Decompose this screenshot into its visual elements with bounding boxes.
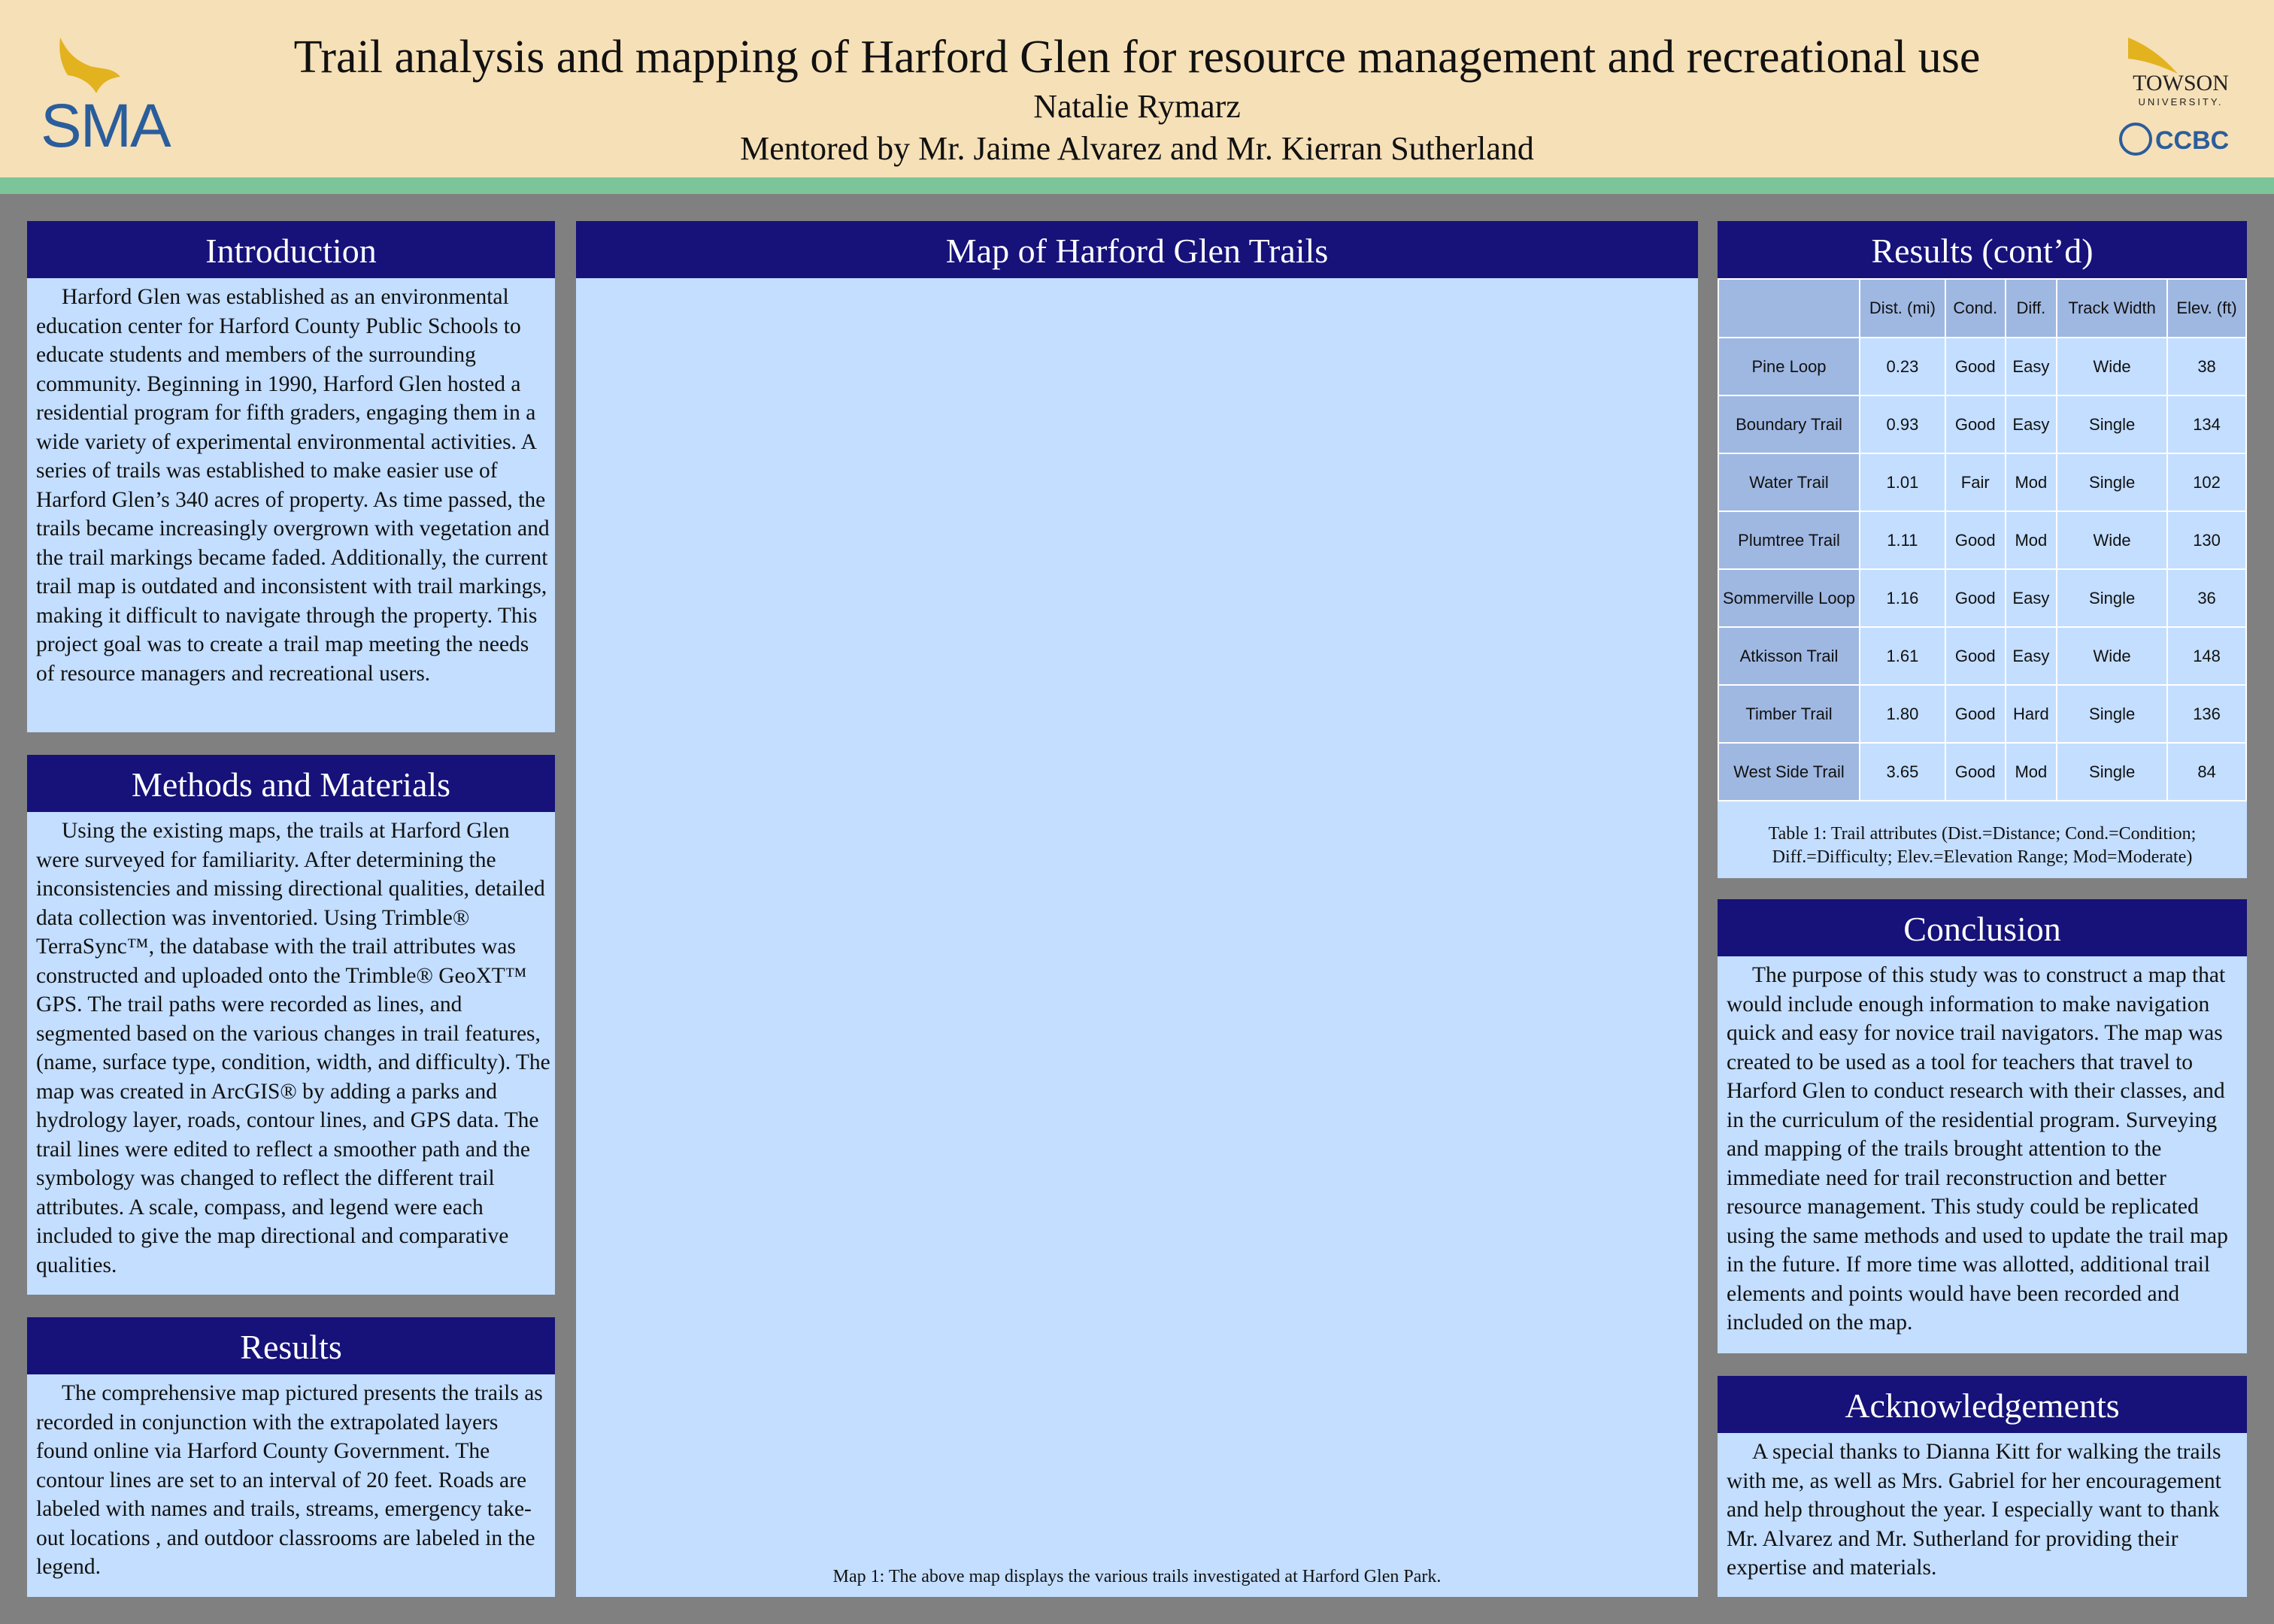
table-cell: Single bbox=[2057, 743, 2167, 801]
table-cell: Easy bbox=[2006, 569, 2057, 627]
table-header-cell: Track Width bbox=[2057, 279, 2167, 338]
table-cell: Hard bbox=[2006, 685, 2057, 743]
towson-ccbc-logo bbox=[2106, 30, 2256, 165]
trail-name-cell: West Side Trail bbox=[1718, 743, 1860, 801]
table-cell: 84 bbox=[2167, 743, 2246, 801]
table-cell: 3.65 bbox=[1860, 743, 1945, 801]
map-heading: Map of Harford Glen Trails bbox=[576, 221, 1698, 278]
methods-heading: Methods and Materials bbox=[27, 755, 555, 812]
introduction-heading: Introduction bbox=[27, 221, 555, 278]
table-cell: Good bbox=[1945, 569, 2006, 627]
table-cell: Good bbox=[1945, 627, 2006, 685]
ccbc-emblem-icon bbox=[2121, 124, 2151, 154]
table-cell: Good bbox=[1945, 395, 2006, 453]
sma-logo bbox=[30, 30, 180, 158]
table-header-cell: Cond. bbox=[1945, 279, 2006, 338]
trail-name-cell: Water Trail bbox=[1718, 453, 1860, 511]
trail-name-cell: Pine Loop bbox=[1718, 338, 1860, 395]
table-cell: Wide bbox=[2057, 511, 2167, 569]
table-cell: 1.16 bbox=[1860, 569, 1945, 627]
university-text: UNIVERSITY. bbox=[2138, 96, 2224, 108]
table-cell: 1.11 bbox=[1860, 511, 1945, 569]
table-cell: Mod bbox=[2006, 743, 2057, 801]
poster-author: Natalie Rymarz bbox=[1033, 88, 1241, 125]
table-cell: 0.93 bbox=[1860, 395, 1945, 453]
table-cell: 0.23 bbox=[1860, 338, 1945, 395]
introduction-panel bbox=[27, 221, 555, 732]
table-row bbox=[1718, 685, 2246, 743]
methods-body: Using the existing maps, the trails at Harford Glen were surveyed for familiarity. After determining the inconsistencies and missing directional qualities, detailed data collection was inventoried. Using Trimble® TerraSync™, the database with the trail attributes was constructed and uploaded onto the Trimble® GeoXT™ GPS. The trail paths were recorded as lines, and segmented based on the various changes in trail features, (name, surface type, condition, width, and difficulty). The map was created in ArcGIS® by adding a parks and hydrology layer, roads, contour lines, and GPS data. The trail lines were edited to reflect a smoother path and the symbology was changed to reflect the different trail attributes. A scale, compass, and legend were each included to give the map directional and comparative qualities. bbox=[36, 819, 550, 1277]
table-row bbox=[1718, 569, 2246, 627]
table-cell: 102 bbox=[2167, 453, 2246, 511]
table-cell: 134 bbox=[2167, 395, 2246, 453]
table-cell: Mod bbox=[2006, 511, 2057, 569]
table-header-row bbox=[1718, 279, 2246, 338]
table-row bbox=[1718, 743, 2246, 801]
table-cell: Good bbox=[1945, 511, 2006, 569]
trail-name-cell: Sommerville Loop bbox=[1718, 569, 1860, 627]
table-cell: 1.61 bbox=[1860, 627, 1945, 685]
table-caption: Table 1: Trail attributes (Dist.=Distance; Cond.=Condition; Diff.=Difficulty; Elev.=Elevation Range; Mod=Moderate) bbox=[1768, 824, 2197, 867]
ccbc-text: CCBC bbox=[2155, 126, 2230, 155]
table-cell: Wide bbox=[2057, 627, 2167, 685]
table-cell: Fair bbox=[1945, 453, 2006, 511]
header-stripe bbox=[0, 177, 2274, 194]
conclusion-heading: Conclusion bbox=[1718, 899, 2247, 956]
table-cell: Single bbox=[2057, 395, 2167, 453]
table-cell: 36 bbox=[2167, 569, 2246, 627]
table-cell: Good bbox=[1945, 338, 2006, 395]
table-cell: 1.80 bbox=[1860, 685, 1945, 743]
trail-name-cell: Atkisson Trail bbox=[1718, 627, 1860, 685]
table-cell: Good bbox=[1945, 743, 2006, 801]
table-header-cell bbox=[1718, 279, 1860, 338]
trail-attributes-table bbox=[1718, 278, 2247, 801]
poster-mentors: Mentored by Mr. Jaime Alvarez and Mr. Kierran Sutherland bbox=[740, 130, 1534, 167]
results-cont-heading: Results (cont’d) bbox=[1718, 221, 2247, 278]
table-row bbox=[1718, 338, 2246, 395]
table-row bbox=[1718, 511, 2246, 569]
map-caption: Map 1: The above map displays the various trails investigated at Harford Glen Park. bbox=[832, 1567, 1442, 1586]
table-cell: Mod bbox=[2006, 453, 2057, 511]
table-cell: Single bbox=[2057, 685, 2167, 743]
trail-name-cell: Plumtree Trail bbox=[1718, 511, 1860, 569]
eagle-icon bbox=[59, 38, 120, 93]
table-cell: Good bbox=[1945, 685, 2006, 743]
table-row bbox=[1718, 453, 2246, 511]
results-body: The comprehensive map pictured presents the trails as recorded in conjunction with the extrapolated layers found online via Harford County Government. The contour lines are set to an interval of 20 feet. Roads are labeled with names and trails, streams, emergency take-out locations , and outdoor classrooms are labeled in the legend. bbox=[36, 1381, 543, 1579]
results-cont-panel bbox=[1718, 221, 2247, 878]
table-cell: Single bbox=[2057, 453, 2167, 511]
sma-logo-text: SMA bbox=[41, 92, 170, 158]
trail-name-cell: Timber Trail bbox=[1718, 685, 1860, 743]
conclusion-body: The purpose of this study was to construct a map that would include enough information to make navigation quick and easy for novice trail navigators. The map was created to be used as a tool for teachers that travel to Harford Glen to conduct research with their classes, and in the curriculum of the residential program. Surveying and mapping of the trails brought attention to the immediate need for trail reconstruction and better resource management. This study could be replicated using the same methods and used to update the trail map in the future. If more time was allotted, additional trail elements and points would have been recorded and included on the map. bbox=[1727, 963, 2228, 1335]
table-header-cell: Elev. (ft) bbox=[2167, 279, 2246, 338]
towson-text: TOWSON bbox=[2133, 71, 2229, 95]
methods-panel bbox=[27, 755, 555, 1295]
acknowledgements-body: A special thanks to Dianna Kitt for walking the trails with me, as well as Mrs. Gabriel for her encouragement and help throughout the year. I especially want to thank Mr. Alvarez and Mr. Sutherland for providing their expertise and materials. bbox=[1727, 1440, 2221, 1580]
results-heading: Results bbox=[27, 1317, 555, 1374]
table-cell: Easy bbox=[2006, 395, 2057, 453]
table-cell: 136 bbox=[2167, 685, 2246, 743]
table-row bbox=[1718, 395, 2246, 453]
table-cell: Single bbox=[2057, 569, 2167, 627]
acknowledgements-heading: Acknowledgements bbox=[1718, 1376, 2247, 1433]
table-cell: Easy bbox=[2006, 338, 2057, 395]
table-cell: 148 bbox=[2167, 627, 2246, 685]
conclusion-panel bbox=[1718, 899, 2247, 1353]
tiger-stripe-icon bbox=[2128, 38, 2178, 74]
table-cell: 1.01 bbox=[1860, 453, 1945, 511]
map-panel bbox=[576, 221, 1698, 1597]
acknowledgements-panel bbox=[1718, 1376, 2247, 1597]
table-row bbox=[1718, 627, 2246, 685]
results-panel bbox=[27, 1317, 555, 1597]
introduction-body: Harford Glen was established as an environmental education center for Harford County Public Schools to educate students and members of the surrounding community. Beginning in 1990, Harford Glen hosted a residential program for fifth graders, engaging them in a wide variety of experimental environmental activities. A series of trails was established to make easier use of Harford Glen’s 340 acres of property. As time passed, the trails became increasingly overgrown with vegetation and the trail markings became faded. Additionally, the current trail map is outdated and inconsistent with trail markings, making it difficult to navigate through the property. This project goal was to create a trail map meeting the needs of resource managers and recreational users. bbox=[36, 285, 550, 686]
poster-title: Trail analysis and mapping of Harford Glen for resource management and recreational use bbox=[293, 32, 1981, 83]
table-header-cell: Dist. (mi) bbox=[1860, 279, 1945, 338]
table-cell: Wide bbox=[2057, 338, 2167, 395]
table-cell: Easy bbox=[2006, 627, 2057, 685]
table-header-cell: Diff. bbox=[2006, 279, 2057, 338]
table-cell: 130 bbox=[2167, 511, 2246, 569]
table-cell: 38 bbox=[2167, 338, 2246, 395]
trail-name-cell: Boundary Trail bbox=[1718, 395, 1860, 453]
